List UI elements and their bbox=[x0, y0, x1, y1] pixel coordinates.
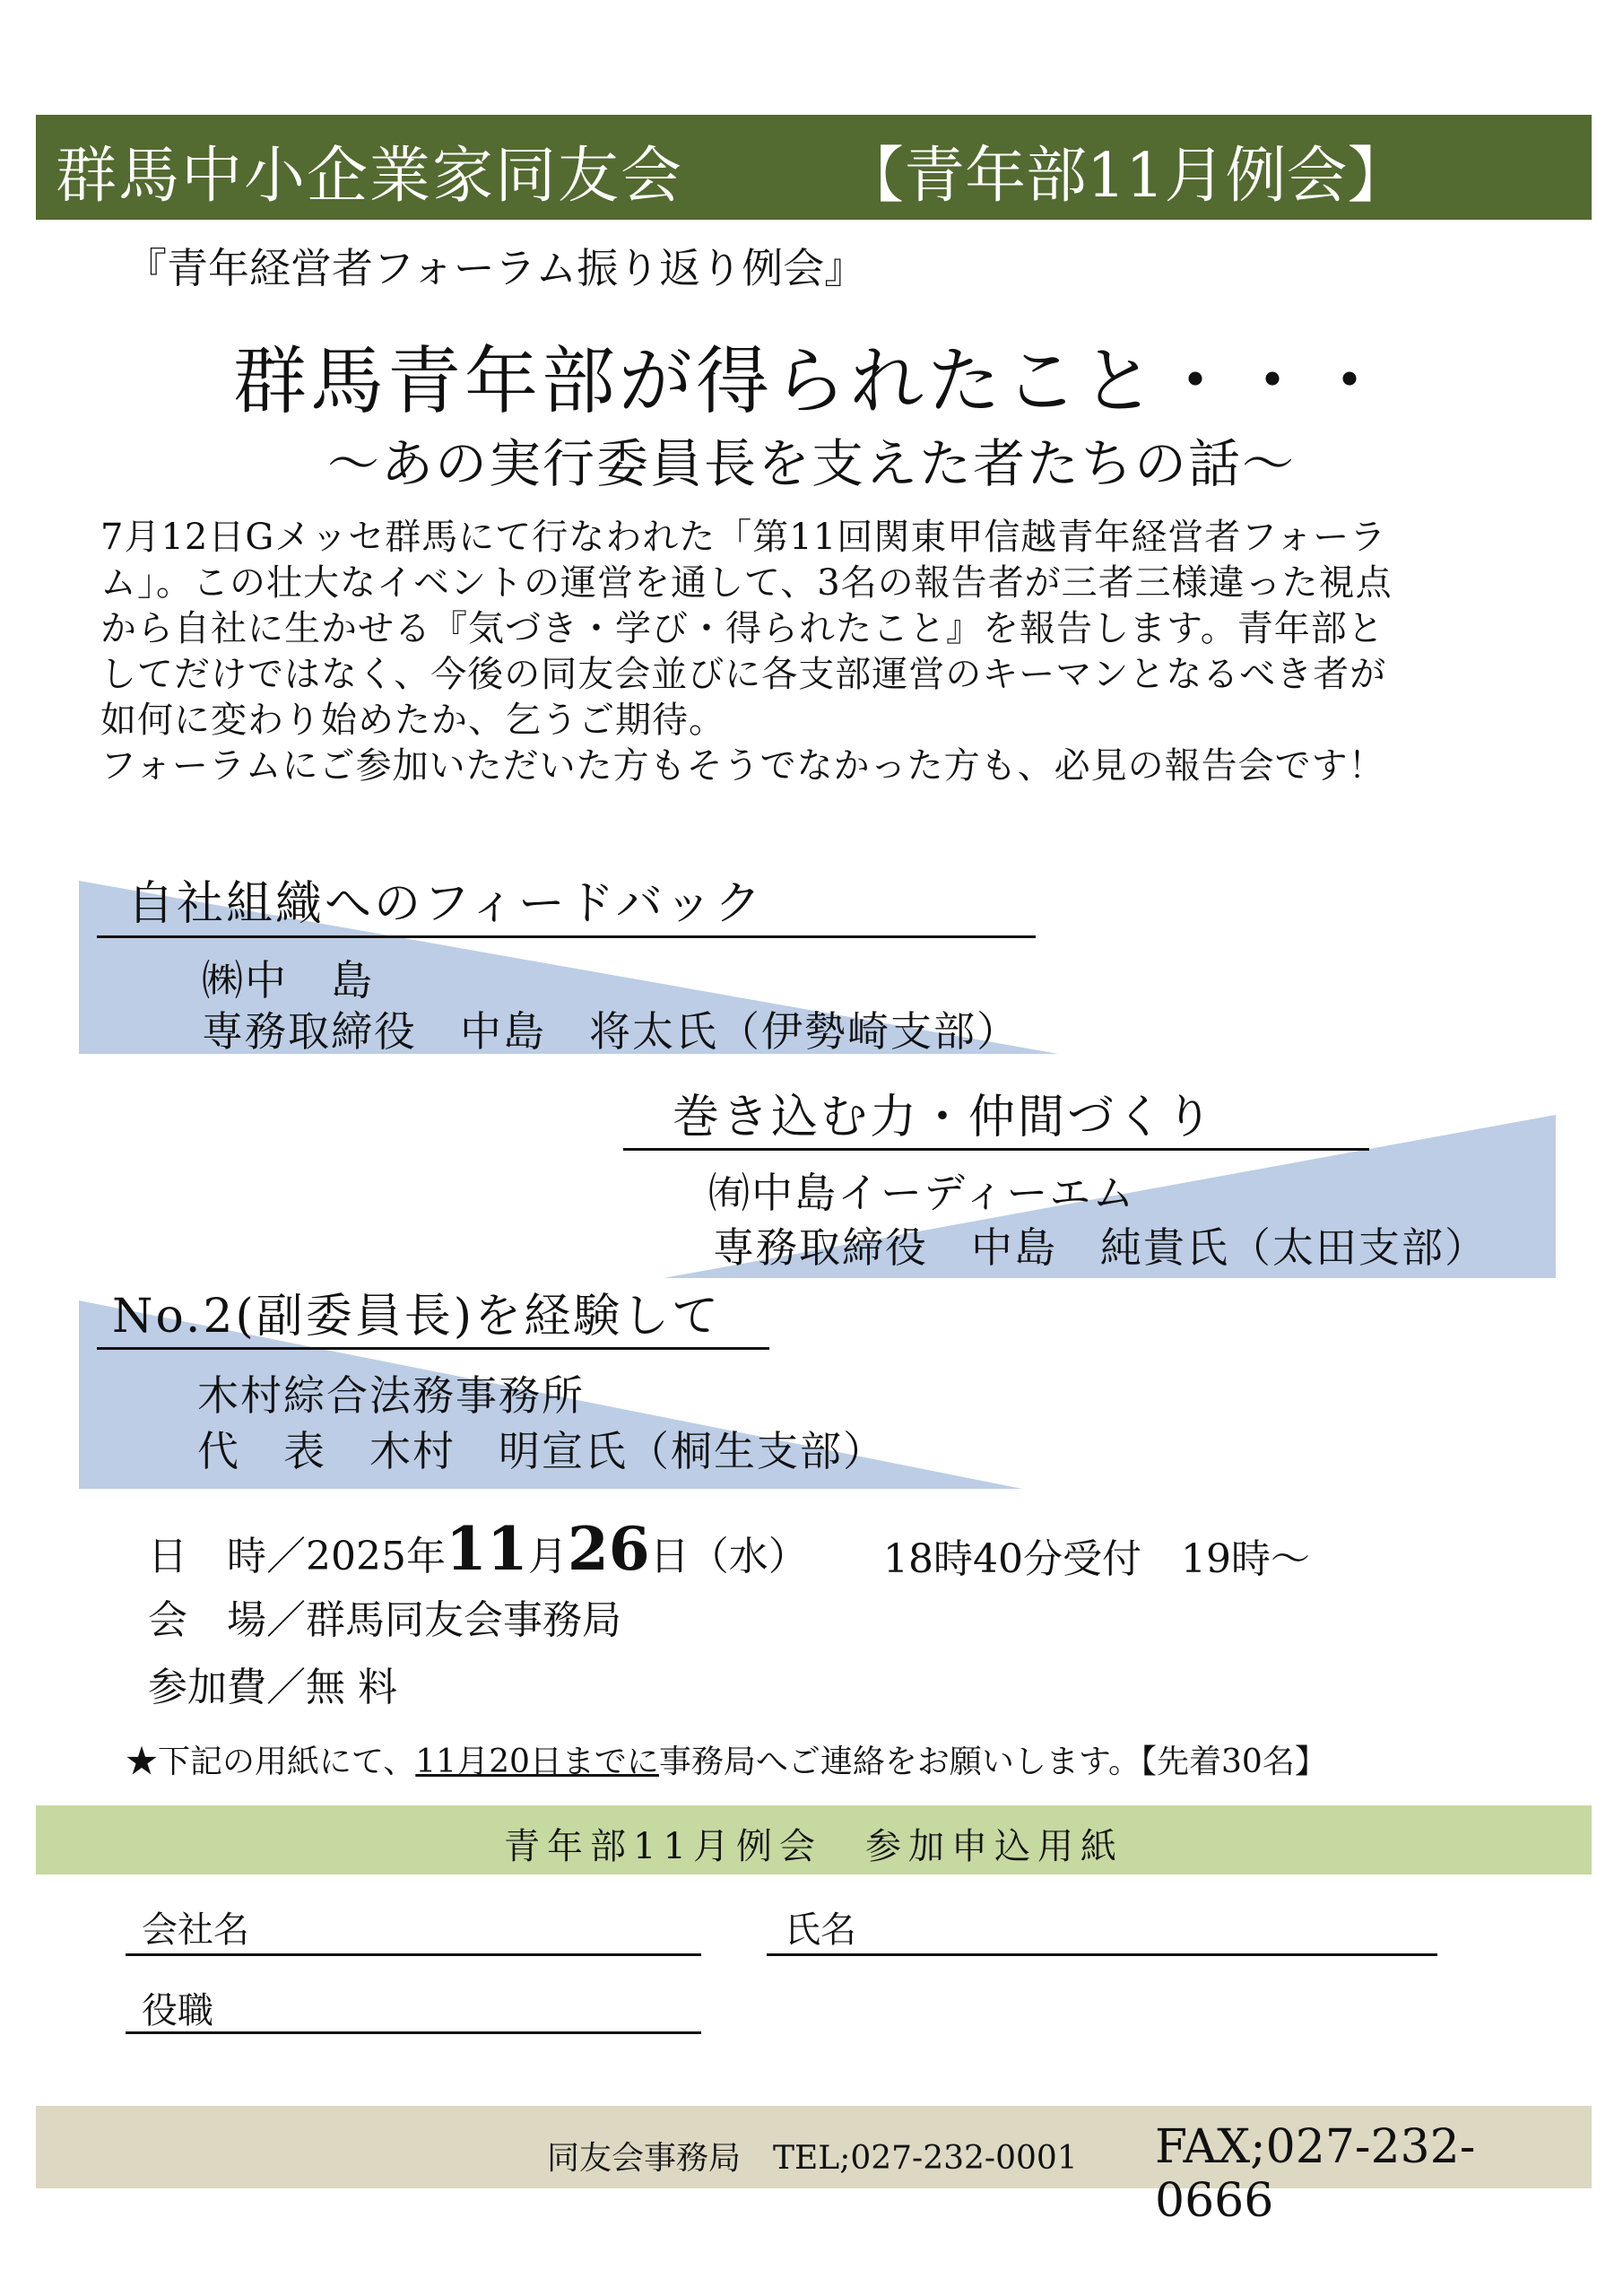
event-theme: 『青年経営者フォーラム振り返り例会』 bbox=[126, 244, 866, 292]
organization-name: 群馬中小企業家同友会 bbox=[56, 141, 684, 212]
speaker-3-company: 木村綜合法務事務所 bbox=[197, 1371, 585, 1420]
page-title: 群馬青年部が得られたこと・・・ bbox=[232, 339, 1390, 424]
name-label: 氏名 bbox=[785, 1909, 856, 1951]
form-title-bar bbox=[36, 1805, 1592, 1874]
intro-line: から自社に生かせる『気づき・学び・得られたこと』を報告します。青年部と bbox=[100, 608, 1384, 649]
intro-line: 7月12日Gメッセ群馬にて行なわれた「第11回関東甲信越青年経営者フォーラ bbox=[100, 517, 1387, 558]
notice-deadline: 11月20日までに bbox=[415, 1744, 659, 1780]
office-phone: 同友会事務局 TEL;027-232-0001 bbox=[547, 2140, 1078, 2177]
date-label: 日 時／2025年 bbox=[148, 1534, 446, 1579]
speaker-2-company: ㈲中島イーディーエム bbox=[708, 1169, 1136, 1217]
intro-line: 如何に変わり始めたか、乞うご期待。 bbox=[100, 700, 725, 741]
speaker-2-person: 専務取締役 中島 純貴氏（太田支部） bbox=[713, 1223, 1488, 1272]
position-field[interactable] bbox=[126, 2031, 701, 2034]
intro-line: フォーラムにご参加いただいた方もそうでなかった方も、必見の報告会です！ bbox=[100, 745, 1385, 787]
event-date bbox=[148, 1514, 808, 1584]
speaker-2-underline bbox=[623, 1148, 1369, 1151]
date-month: 11 bbox=[445, 1514, 528, 1584]
event-venue: 会 場／群馬同友会事務局 bbox=[148, 1597, 621, 1643]
speaker-1-company: ㈱中 島 bbox=[202, 956, 374, 1004]
speaker-1-underline bbox=[97, 935, 1036, 938]
footer-bar bbox=[36, 2106, 1592, 2228]
event-name: 【青年部11月例会】 bbox=[843, 141, 1409, 212]
page-subtitle: ～あの実行委員長を支えた者たちの話～ bbox=[326, 433, 1296, 494]
intro-line: ム」。この壮大なイベントの運営を通して、3名の報告者が三者三様違った視点 bbox=[100, 562, 1393, 604]
office-fax: FAX;027-232-0666 bbox=[1155, 2120, 1476, 2228]
speaker-3-person: 代 表 木村 明宣氏（桐生支部） bbox=[197, 1427, 886, 1475]
date-day: 26 bbox=[567, 1514, 650, 1584]
intro-line: してだけではなく、今後の同友会並びに各支部運営のキーマンとなるべき者が bbox=[100, 654, 1387, 695]
company-field[interactable] bbox=[126, 1953, 701, 1956]
company-label: 会社名 bbox=[142, 1909, 249, 1951]
notice-before: ★下記の用紙にて、 bbox=[126, 1744, 416, 1780]
notice-after: 事務局へご連絡をお願いします。【先着30名】 bbox=[658, 1744, 1327, 1780]
form-title: 青年部11月例会 参加申込用紙 bbox=[504, 1826, 1124, 1867]
position-label: 役職 bbox=[142, 1990, 213, 2031]
date-month-unit: 月 bbox=[527, 1534, 568, 1579]
registration-notice bbox=[126, 1736, 1327, 1782]
speaker-3-topic: No.2(副委員長)を経験して bbox=[112, 1290, 722, 1344]
speaker-1-topic: 自社組織へのフィードバック bbox=[127, 877, 764, 931]
event-time: 18時40分受付 19時～ bbox=[883, 1536, 1310, 1582]
name-field[interactable] bbox=[767, 1953, 1437, 1956]
speaker-3-underline bbox=[97, 1347, 769, 1350]
event-fee: 参加費／無 料 bbox=[148, 1665, 397, 1710]
date-day-unit: 日（水） bbox=[649, 1534, 808, 1579]
speaker-2-topic: 巻き込む力・仲間づくり bbox=[673, 1091, 1216, 1144]
speaker-1-person: 専務取締役 中島 将太氏（伊勢崎支部） bbox=[202, 1007, 1020, 1056]
